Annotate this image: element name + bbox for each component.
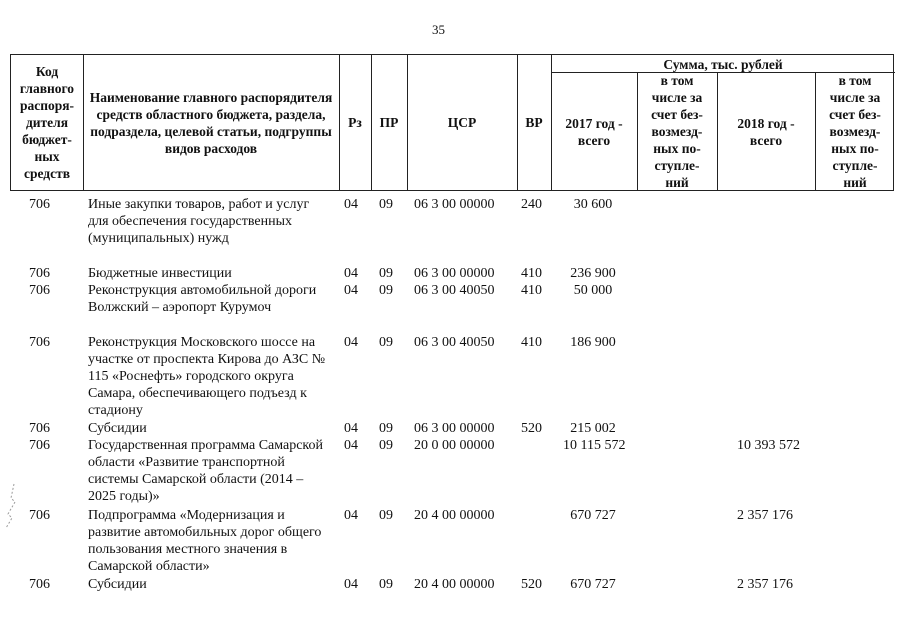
row-name: Бюджетные инвестиции bbox=[88, 266, 232, 281]
row-csr: 06 3 00 40050 bbox=[414, 335, 495, 350]
row-pr: 09 bbox=[379, 438, 393, 453]
header-2018-total: 2018 год - всего bbox=[737, 115, 795, 148]
row-pr: 09 bbox=[379, 283, 393, 298]
header-2017-free: в том числе за счет без-возмезд-ных по-ступле-ний bbox=[651, 73, 703, 190]
row-pr: 09 bbox=[379, 266, 393, 281]
header-rz: Рз bbox=[348, 115, 362, 130]
row-vr: 410 bbox=[521, 283, 542, 298]
row-code: 706 bbox=[29, 266, 50, 281]
row-sum-2017: 670 727 bbox=[570, 508, 616, 523]
row-name: Реконструкция Московского шоссе на участке от проспекта Кирова до АЗС № 115 «Роснефть» городского округа Самара, обеспечивающего подъезд к стадиону bbox=[88, 335, 326, 418]
row-sum-2017: 236 900 bbox=[570, 266, 616, 281]
row-name: Иные закупки товаров, работ и услуг для обеспечения государственных (муниципальных) нужд bbox=[88, 197, 310, 246]
row-pr: 09 bbox=[379, 197, 393, 212]
header-sum-title: Сумма, тыс. рублей bbox=[663, 56, 783, 72]
header-code: Код главного распоря-дителя бюджет-ных средств bbox=[19, 64, 75, 181]
row-name: Субсидии bbox=[88, 421, 147, 436]
row-sum-2017: 10 115 572 bbox=[563, 438, 626, 453]
row-code: 706 bbox=[29, 335, 50, 350]
header-pr: ПР bbox=[379, 115, 399, 130]
row-csr: 20 4 00 00000 bbox=[414, 577, 495, 592]
row-rz: 04 bbox=[344, 421, 358, 436]
row-name: Реконструкция автомобильной дороги Волжский – аэропорт Курумоч bbox=[88, 283, 317, 315]
header-name: Наименование главного распорядителя средств областного бюджета, раздела, подраздела, целевой статьи, подгруппы видов расходов bbox=[89, 89, 333, 156]
row-code: 706 bbox=[29, 438, 50, 453]
row-sum-2017: 670 727 bbox=[570, 577, 616, 592]
row-csr: 20 4 00 00000 bbox=[414, 508, 495, 523]
row-sum-2018: 10 393 572 bbox=[737, 438, 800, 453]
row-name: Субсидии bbox=[88, 577, 147, 592]
row-pr: 09 bbox=[379, 577, 393, 592]
header-2018-free: в том числе за счет без-возмезд-ных по-ступле-ний bbox=[829, 73, 881, 190]
row-csr: 06 3 00 00000 bbox=[414, 421, 495, 436]
row-pr: 09 bbox=[379, 335, 393, 350]
page-number: 35 bbox=[432, 22, 445, 37]
row-rz: 04 bbox=[344, 335, 358, 350]
header-csr: ЦСР bbox=[447, 115, 477, 130]
row-vr: 410 bbox=[521, 335, 542, 350]
row-csr: 06 3 00 40050 bbox=[414, 283, 495, 298]
row-code: 706 bbox=[29, 508, 50, 523]
row-sum-2017: 186 900 bbox=[570, 335, 616, 350]
row-rz: 04 bbox=[344, 508, 358, 523]
row-vr: 520 bbox=[521, 421, 542, 436]
row-rz: 04 bbox=[344, 197, 358, 212]
row-rz: 04 bbox=[344, 438, 358, 453]
row-pr: 09 bbox=[379, 421, 393, 436]
row-code: 706 bbox=[29, 197, 50, 212]
row-csr: 06 3 00 00000 bbox=[414, 266, 495, 281]
row-code: 706 bbox=[29, 577, 50, 592]
row-vr: 520 bbox=[521, 577, 542, 592]
table-header bbox=[10, 54, 894, 191]
row-sum-2017: 215 002 bbox=[570, 421, 616, 436]
row-rz: 04 bbox=[344, 577, 358, 592]
row-rz: 04 bbox=[344, 266, 358, 281]
row-code: 706 bbox=[29, 283, 50, 298]
row-name: Государственная программа Самарской области «Развитие транспортной системы Самарской области (2014 – 2025 годы)» bbox=[88, 438, 324, 504]
row-sum-2018: 2 357 176 bbox=[737, 508, 793, 523]
row-sum-2018: 2 357 176 bbox=[737, 577, 793, 592]
row-sum-2017: 30 600 bbox=[573, 197, 613, 212]
row-pr: 09 bbox=[379, 508, 393, 523]
row-csr: 20 0 00 00000 bbox=[414, 438, 495, 453]
header-vr: ВР bbox=[525, 115, 543, 130]
row-sum-2017: 50 000 bbox=[573, 283, 613, 298]
row-vr: 410 bbox=[521, 266, 542, 281]
row-rz: 04 bbox=[344, 283, 358, 298]
row-vr: 240 bbox=[521, 197, 542, 212]
scan-mark bbox=[2, 480, 18, 530]
row-csr: 06 3 00 00000 bbox=[414, 197, 495, 212]
row-name: Подпрограмма «Модернизация и развитие автомобильных дорог общего пользования местного значения в Самарской области» bbox=[88, 508, 322, 574]
row-code: 706 bbox=[29, 421, 50, 436]
header-2017-total: 2017 год - всего bbox=[565, 115, 623, 148]
